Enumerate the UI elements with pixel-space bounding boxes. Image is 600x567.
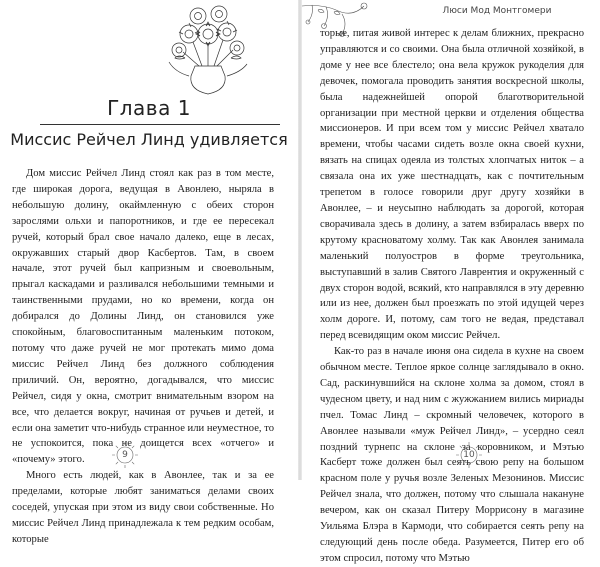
page-number-label: 9 [122, 450, 128, 460]
sunflower-1 [196, 22, 220, 46]
page-number-label: 10 [463, 450, 475, 460]
paragraph: Как-то раз в начале июня она сидела в кухне на своем обычном месте. Теплое яркое солнце заглядывало в окно. Сад, раскинувшийся на склоне холма за домом, стоял в чудесном цвету, и над ним с жужжанием вились мириады пчел. Томас Линд – скромный человечек, которого в Авонлее называли «муж Рейчел Линд», – усердно сеял поздний турнепс на склоне за коровником, и Мэтью Касберт тоже должен был сеять свою репу на большом красном поле у ручья возле Зеленых Мезонинов. Миссис Рейчел знала, что должен, потому что слышала накануне вечером, как он сказал Питеру Моррисону в магазине Уильяма Блэра в Кармоди, что собирается сеять репу на следующий день после обеда. Разумеется, Питер его об этом спросил, потому что Мэтью [320, 346, 584, 564]
paragraph: Много есть людей, как в Авонлее, так и за ее пределами, которые любят заниматься делами своих соседей, упуская при этом из виду свои собственные. Но миссис Рейчел Линд принадлежала к тем редким особам, которые [12, 470, 274, 545]
paragraph: Дом миссис Рейчел Линд стоял как раз в том месте, где широкая дорога, ведущая в Авонлею, ныряла в небольшую долину, окаймленную с обеих сторон зарослями ольхи и папоротников, и где ее пересекал ручей, который брал свое начало далеко, еще в лесах, окружавших старый двор Касбертов. Там, в своем начале, этот ручей был капризным и своевольным, прыгал каскадами и разливался небольшими темными и таинственными прудами, но ко времени, когда он добирался до Долины Линд, он становился уже спокойным, благовоспитанным маленьким потоком, потому что даже ручей не мог протекать мимо дома миссис Рейчел Линд без должного соблюдения приличий. Он, вероятно, догадывался, что миссис Рейчел, сидя у окна, смотрит внимательным взором на все, что делается вокруг, начиная от ручьев и детей, и если она заметит что-нибудь странное или неуместное, то не успокоится, пока не доищется всех «отчего» и «почему» этого. [12, 168, 274, 466]
right-page [302, 0, 600, 564]
chapter-number: Глава 1 [107, 96, 191, 120]
page-number-left [110, 440, 140, 470]
sunflower-7 [230, 41, 244, 55]
sunflower-4 [190, 8, 206, 24]
left-page-text [12, 166, 274, 545]
sunflower-vase-illustration [165, 4, 251, 96]
chapter-title: Миссис Рейчел Линд удивляется [10, 130, 288, 149]
left-page [0, 0, 298, 545]
page-number-right [454, 440, 484, 470]
running-head: Люси Мод Монтгомери [442, 6, 552, 16]
sunflower-5 [211, 6, 227, 22]
chapter-divider [40, 124, 280, 125]
sunflower-2 [179, 23, 199, 43]
paragraph: торые, питая живой интерес к делам ближних, прекрасно управляются и со своими. Она была отличной хозяйкой, в доме у нее все блестело; она вела кружок рукоделия для девочек, помогала проводить занятия воскресной школы, была надежнейшей опорой благотворительной организации при местной церкви и отделения общества миссионеров. И при всем том у миссис Рейчел хватало времени, чтобы часами сидеть возле окна своей кухни, вязать на спицах одеяла из толстых хлопчатых ниток – а связала она их уже шестнадцать, как с почтительным трепетом в голосе говорили друг другу хозяйки в Авонлее, – и неусыпно наблюдать за дорогой, которая сворачивала здесь в долину, а затем взбиралась вверх по крутому красноватому холму. Так как Авонлея занимала маленький полуостров в форме треугольника, выступавший в залив Святого Лаврентия и окруженный с двух сторон водой, всякий, кто направлялся в эту деревню или из нее, должен был проезжать по этой идущей через холм дороге. И, потому, сам того не ведая, представал перед всевидящим оком миссис Рейчел. [320, 28, 584, 342]
sunflower-3 [217, 21, 237, 41]
sunflower-6 [172, 43, 186, 57]
